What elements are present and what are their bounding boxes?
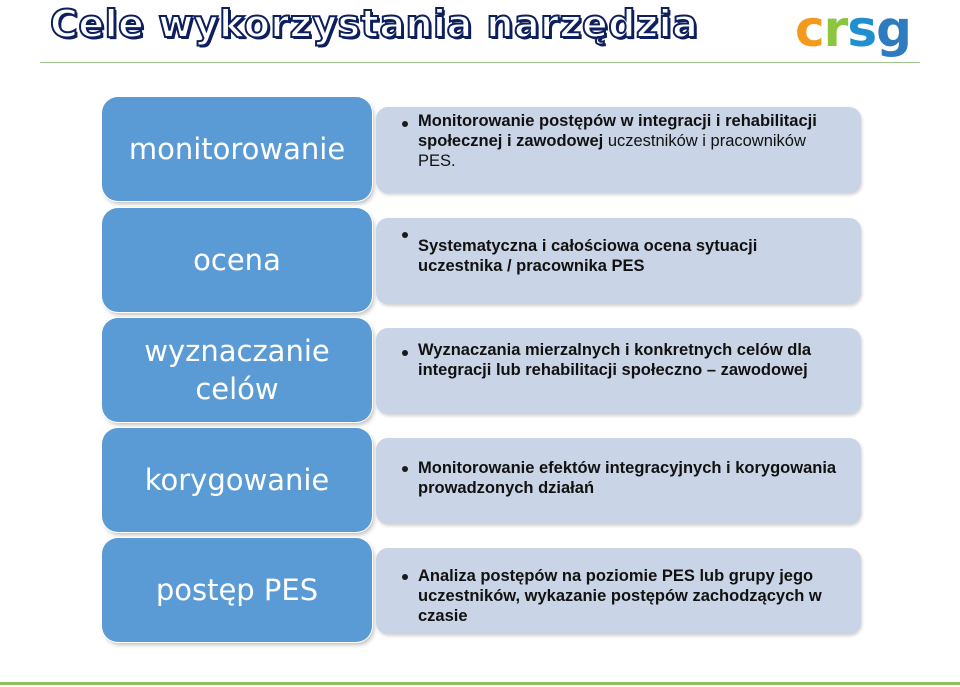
page-title: Cele wykorzystania narzędzia	[50, 2, 699, 46]
row-wyznaczanie-celow	[100, 318, 870, 426]
row-label: monitorowanie	[102, 97, 372, 201]
bullet-icon	[402, 574, 408, 580]
logo-letter-s: s	[847, 0, 877, 58]
row-description-normal: uczestników i pracowników PES.	[418, 132, 806, 170]
logo-letter-g: g	[876, 0, 911, 58]
row-description-text: Wyznaczania mierzalnych i konkretnych celów dla integracji lub rehabilitacji społeczno – zawodowej	[418, 341, 812, 379]
bullet-icon	[402, 232, 408, 238]
row-label: korygowanie	[102, 428, 372, 532]
bullet-icon	[402, 466, 408, 472]
row-label: postęp PES	[102, 538, 372, 642]
header-divider	[40, 62, 920, 63]
bullet-icon	[402, 350, 408, 356]
row-description	[376, 438, 861, 524]
row-ocena	[100, 208, 870, 316]
row-monitorowanie	[100, 97, 870, 205]
row-postep-pes	[100, 538, 870, 646]
row-description	[376, 107, 861, 193]
row-description-text: Monitorowanie efektów integracyjnych i korygowania prowadzonych działań	[418, 459, 837, 497]
row-description	[376, 328, 861, 414]
footer-divider	[0, 682, 960, 685]
row-korygowanie	[100, 428, 870, 536]
row-description-bold: Monitorowanie postępów w integracji i rehabilitacji społecznej i zawodowej	[418, 112, 817, 150]
row-label: ocena	[102, 208, 372, 312]
row-label: wyznaczanie celów	[102, 318, 372, 422]
row-description	[376, 548, 861, 634]
row-description-text	[418, 111, 845, 171]
row-description-text: Systematyczna i całościowa ocena sytuacji uczestnika / pracownika PES	[418, 237, 758, 275]
logo-letter-c: c	[795, 0, 824, 58]
row-description	[376, 218, 861, 304]
row-description-text: Analiza postępów na poziomie PES lub grupy jego uczestników, wykazanie postępów zachodzących w czasie	[418, 567, 822, 625]
bullet-icon	[402, 121, 408, 127]
logo-letter-r: r	[823, 0, 848, 58]
crsg-logo	[795, 0, 911, 63]
